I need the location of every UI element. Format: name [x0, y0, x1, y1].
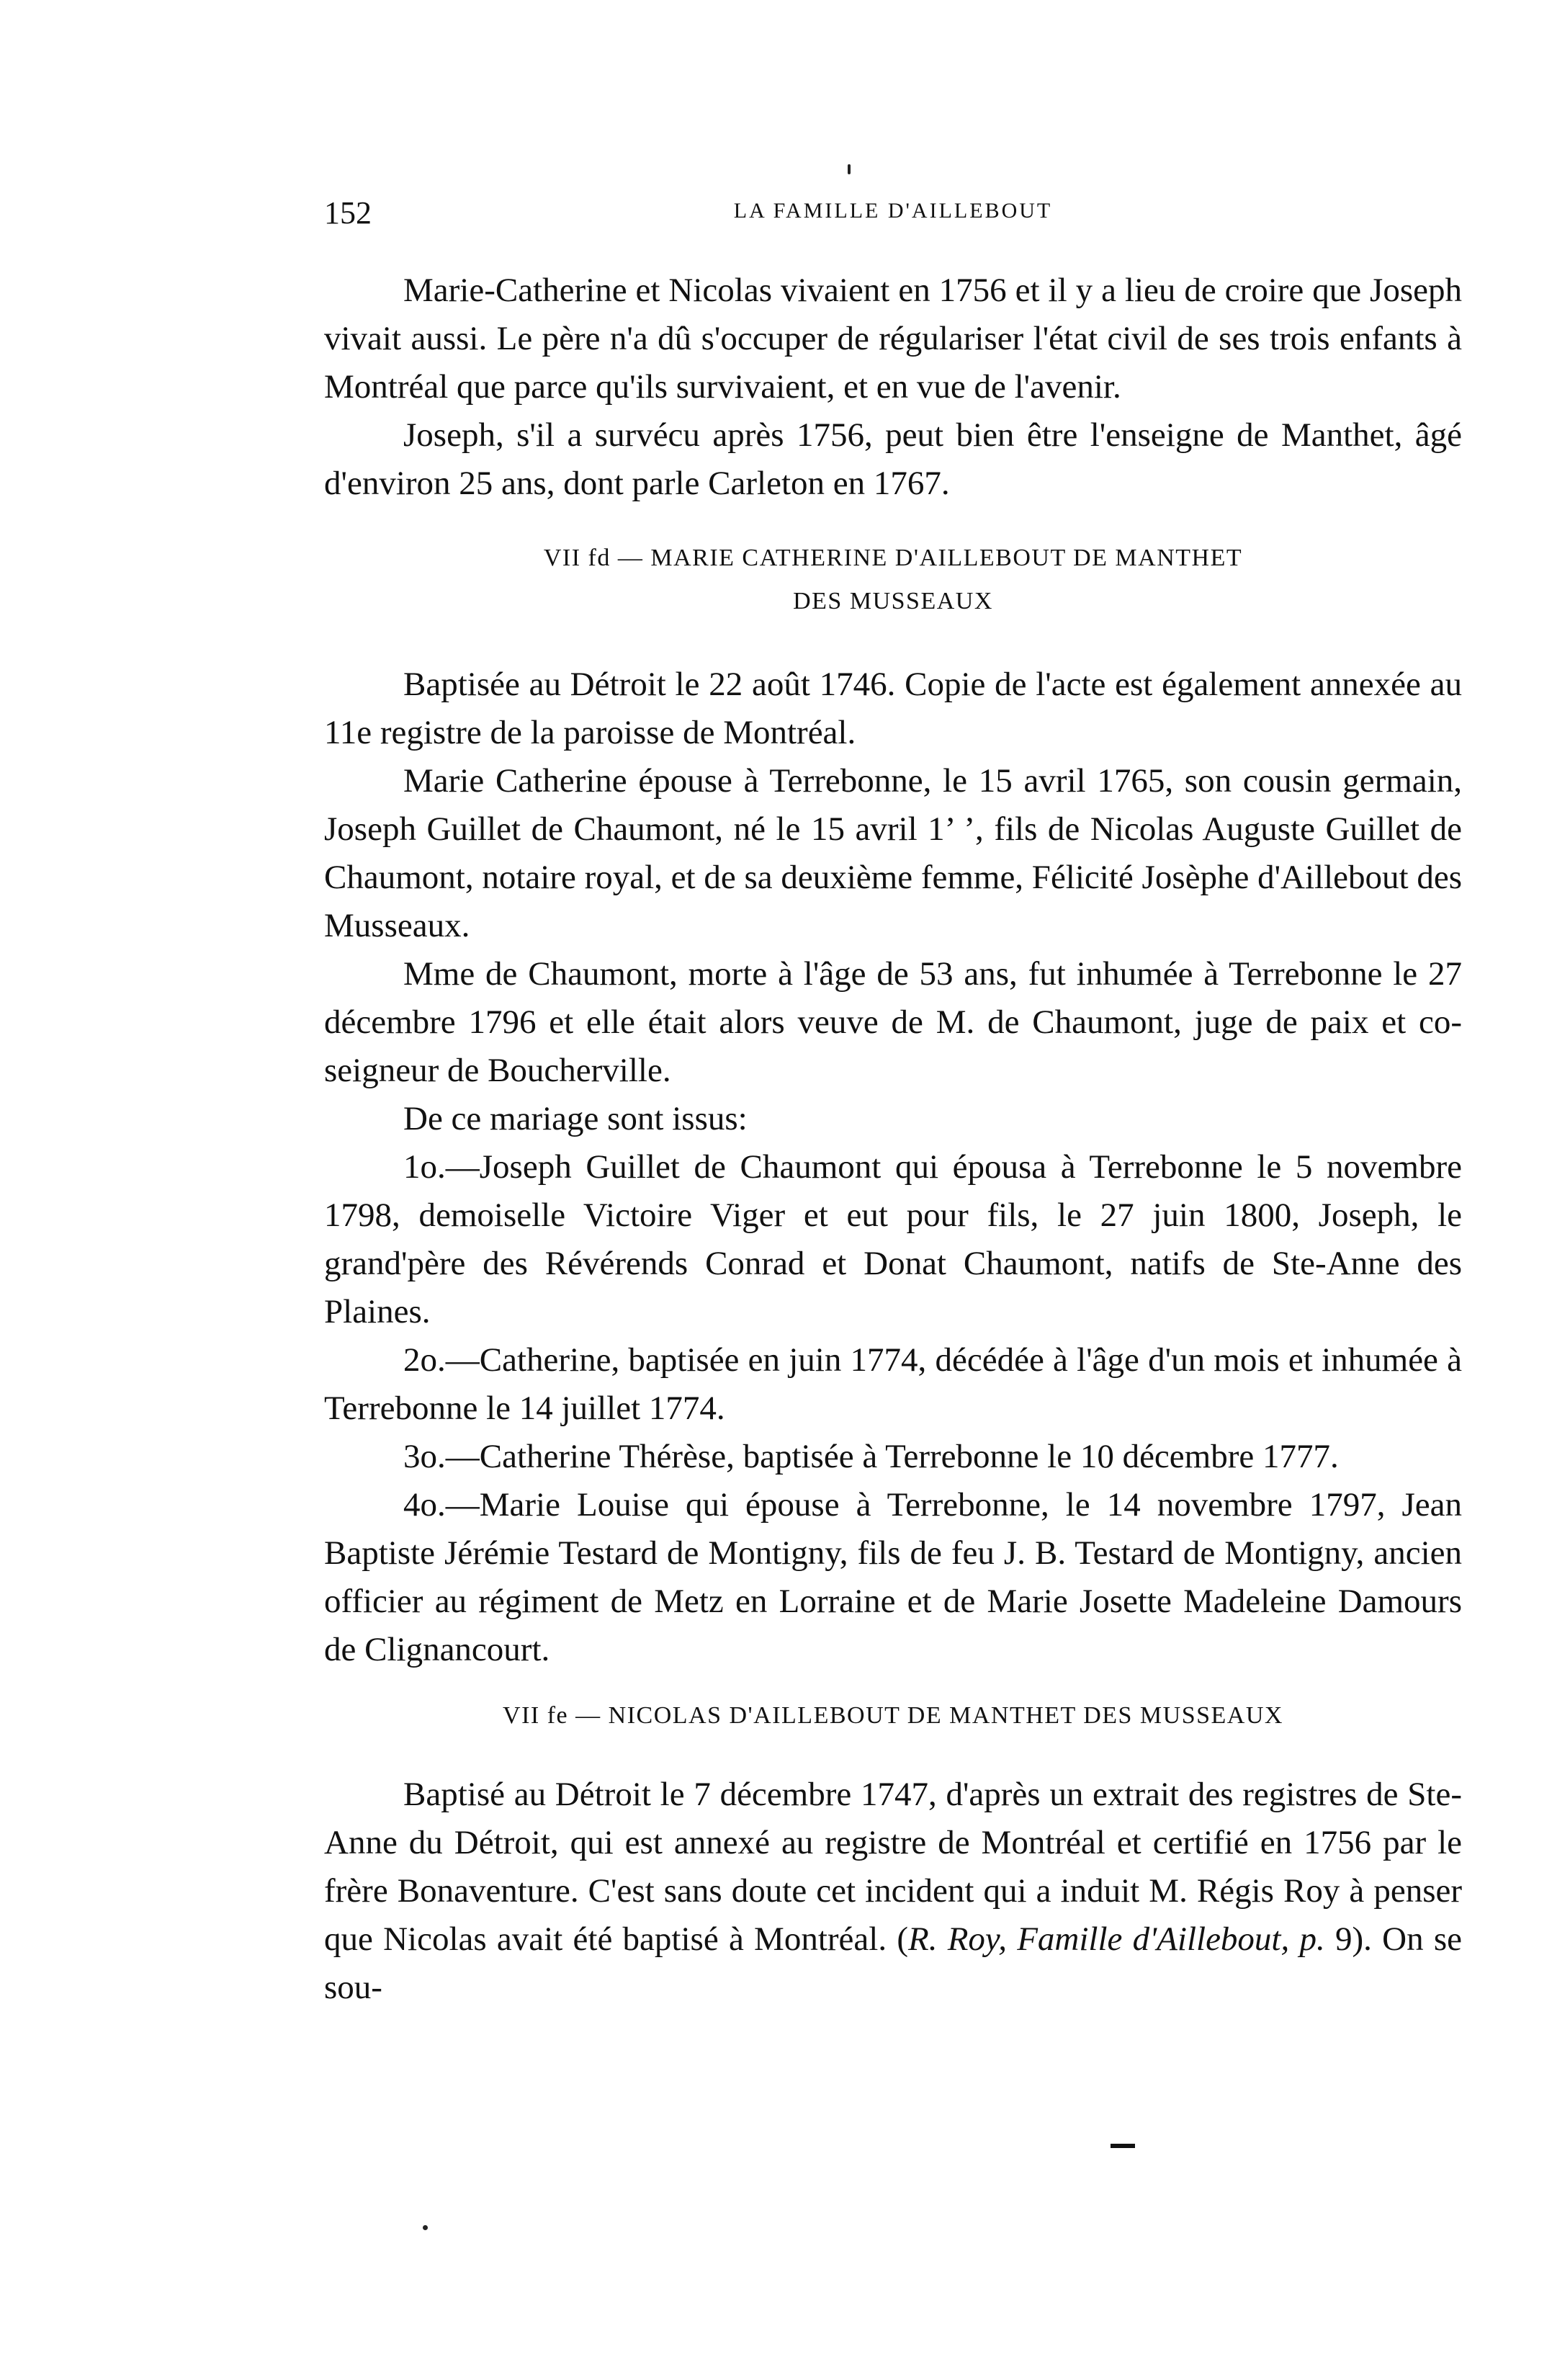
paragraph: Baptisée au Détroit le 22 août 1746. Copie de l'acte est également annexée au 11e registre de la paroisse de Montréal. — [324, 666, 1462, 751]
section-heading — [324, 537, 1462, 623]
section-heading-line: VII fd — MARIE CATHERINE D'AILLEBOUT DE MANTHET — [543, 545, 1243, 571]
section-heading: VII fe — NICOLAS D'AILLEBOUT DE MANTHET DES MUSSEAUX — [503, 1702, 1283, 1729]
ink-speck — [848, 164, 851, 174]
child-entry: 3o.—Catherine Thérèse, baptisée à Terrebonne le 10 décembre 1777. — [403, 1438, 1339, 1475]
citation: R. Roy, Famille d'Aillebout, p. — [908, 1920, 1325, 1958]
running-header — [324, 194, 1462, 238]
paragraph: De ce mariage sont issus: — [403, 1100, 748, 1137]
printer-mark — [1111, 2144, 1135, 2148]
page-number: 152 — [324, 195, 372, 231]
child-entry: 1o.—Joseph Guillet de Chaumont qui épousa à Terrebonne le 5 novembre 1798, demoiselle Victoire Viger et eut pour fils, le 27 juin 1800, Joseph, le grand'père des Révérends Conrad et Donat Chaumont, natifs de Ste-Anne des Plaines. — [324, 1148, 1462, 1330]
paragraph-text: Baptisé au Détroit le 7 décembre 1747, d'après un extrait des registres de Ste-Anne du Détroit, qui est annexé au registre de Montréal et certifié en 1756 par le frère Bonaventure. C'est sans doute cet incident qui a induit M. Régis Roy à penser que Nicolas avait été baptisé à Montréal. ( — [324, 1776, 1462, 1958]
paragraph: Marie Catherine épouse à Terrebonne, le 15 avril 1765, son cousin germain, Joseph Guillet de Chaumont, né le 15 avril 1’ ’, fils de Nicolas Auguste Guillet de Chaumont, notaire royal, et de sa deuxième femme, Félicité Josèphe d'Aillebout des Musseaux. — [324, 762, 1462, 944]
paragraph — [324, 1771, 1462, 2012]
running-title: LA FAMILLE D'AILLEBOUT — [733, 199, 1053, 223]
paragraph: Marie-Catherine et Nicolas vivaient en 1756 et il y a lieu de croire que Joseph vivait aussi. Le père n'a dû s'occuper de régulariser l'état civil de ses trois enfants à Montréal que parce qu'ils survivaient, et en vue de l'avenir. — [324, 272, 1462, 406]
paragraph: Mme de Chaumont, morte à l'âge de 53 ans, fut inhumée à Terrebonne le 27 décembre 1796 et elle était alors veuve de M. de Chaumont, juge de paix et co-seigneur de Boucherville. — [324, 955, 1462, 1089]
ink-speck — [423, 2225, 428, 2230]
paragraph-text: 9). On se sou- — [324, 1920, 1463, 2006]
paragraph: Joseph, s'il a survécu après 1756, peut bien être l'enseigne de Manthet, âgé d'environ 25 ans, dont parle Carleton en 1767. — [324, 416, 1462, 502]
section-heading-line: DES MUSSEAUX — [793, 588, 993, 614]
body-text — [324, 267, 1462, 2012]
child-entry: 4o.—Marie Louise qui épouse à Terrebonne, le 14 novembre 1797, Jean Baptiste Jérémie Testard de Montigny, fils de feu J. B. Testard de Montigny, ancien officier au régiment de Metz en Lorraine et de Marie Josette Madeleine Damours de Clignancourt. — [324, 1486, 1462, 1668]
child-entry: 2o.—Catherine, baptisée en juin 1774, décédée à l'âge d'un mois et inhumée à Terrebonne le 14 juillet 1774. — [324, 1341, 1462, 1427]
